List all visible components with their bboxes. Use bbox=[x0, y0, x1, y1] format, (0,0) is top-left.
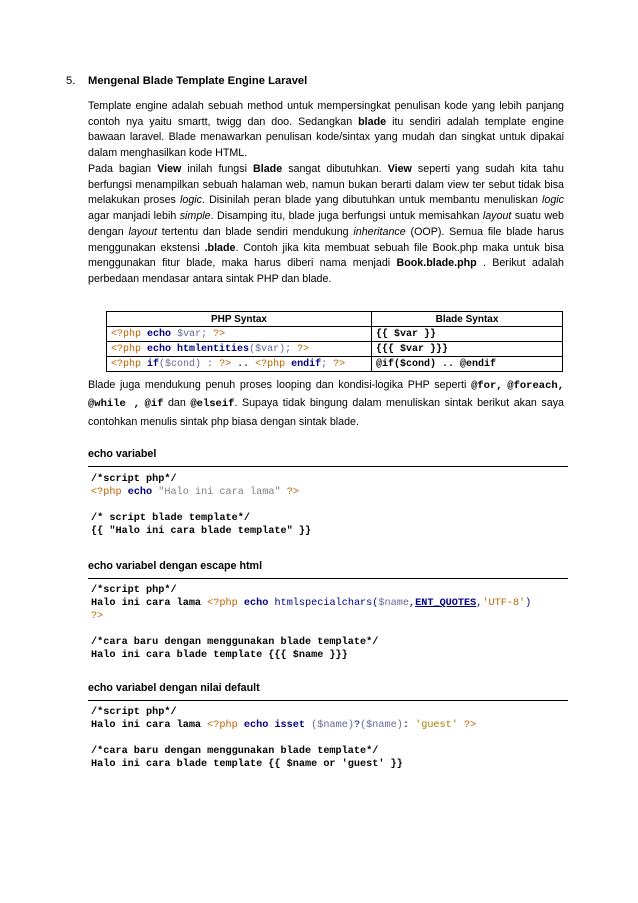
code-token: echo htmlentities bbox=[147, 343, 250, 355]
text-run: Template engine adalah sebuah method untuk mempersingkat penulisan kode yang lebih panjang contoh nya yaitu smartt, twigg dan doo. Sedangkan bbox=[88, 100, 564, 128]
section-title: Mengenal Blade Template Engine Laravel bbox=[88, 75, 308, 87]
section-divider bbox=[88, 700, 568, 701]
inline-code: @while , bbox=[88, 398, 140, 411]
code-token: echo bbox=[243, 598, 269, 609]
inline-code: @foreach, bbox=[507, 380, 564, 392]
code-token: , bbox=[408, 598, 416, 609]
table-cell-blade: {{{ $var }}} bbox=[372, 342, 563, 357]
code-block bbox=[91, 584, 531, 662]
code-token: ) bbox=[525, 598, 532, 609]
code-token: 'guest' bbox=[415, 720, 458, 731]
text-run: inilah fungsi bbox=[181, 163, 254, 175]
inline-code: @elseif bbox=[190, 398, 235, 411]
text-run: tertentu dan blade sendiri mendukung bbox=[157, 225, 354, 238]
italic-term: simple bbox=[179, 210, 211, 223]
bold-term: .blade bbox=[204, 241, 236, 254]
code-comment: /*cara baru dengan menggunakan blade template*/ bbox=[91, 637, 379, 648]
code-token: ?> bbox=[213, 328, 226, 340]
intro-paragraph-2 bbox=[88, 162, 564, 288]
code-token: ($name) bbox=[360, 720, 403, 731]
section-heading bbox=[66, 75, 307, 87]
code-token: <?php bbox=[207, 720, 238, 731]
text-run: agar manjadi lebih bbox=[88, 210, 180, 223]
table-header-php: PHP Syntax bbox=[107, 312, 372, 327]
italic-term: logic bbox=[180, 194, 202, 207]
code-section-title: echo variabel dengan nilai default bbox=[88, 682, 260, 694]
code-token: Halo ini cara lama bbox=[91, 598, 208, 609]
code-token: ($name) bbox=[311, 720, 354, 731]
italic-term: logic bbox=[542, 194, 564, 207]
table-header-row bbox=[107, 312, 563, 327]
text-run: dan bbox=[163, 397, 191, 410]
bold-term: Book.blade.php bbox=[396, 257, 477, 270]
section-number: 5. bbox=[66, 75, 76, 87]
table-cell-php bbox=[107, 342, 372, 357]
code-section-title: echo variabel dengan escape html bbox=[88, 560, 263, 572]
code-token: ($var); bbox=[249, 343, 292, 355]
section-divider bbox=[88, 578, 568, 579]
text-run: . Contoh jika kita membuat sebuah file Book.php maka untuk bisa menggunakan fitur blade, maka harus diberi nama menjadi bbox=[88, 241, 564, 270]
italic-term: layout bbox=[482, 210, 512, 223]
code-line: Halo ini cara blade template {{{ $name }}} bbox=[91, 650, 348, 661]
inline-code: @if bbox=[144, 398, 164, 411]
bold-term: View bbox=[387, 163, 412, 175]
table-row bbox=[107, 327, 563, 342]
table-cell-php bbox=[107, 357, 372, 372]
bold-term: Blade bbox=[253, 163, 283, 175]
code-token: echo isset bbox=[243, 720, 306, 731]
code-token: ; bbox=[321, 358, 328, 370]
code-token: <?php bbox=[207, 598, 238, 609]
code-token: Halo ini cara lama bbox=[91, 720, 208, 731]
code-token: .. bbox=[231, 358, 256, 370]
code-token: if bbox=[147, 358, 160, 370]
code-token: ($cond) : bbox=[159, 358, 220, 370]
text-run: . Berikut adalah perbedaan mendasar antara sintak PHP dan blade. bbox=[88, 257, 564, 285]
text-run: suatu web dengan bbox=[88, 210, 564, 238]
code-token: <?php bbox=[111, 358, 142, 370]
text-run: seperti yang sudah kita tahu berfungsi menampilkan sebuah halaman web, namun bukan berarti dalam view ter sebut tidak bisa melakukan proses bbox=[88, 163, 564, 207]
code-comment: /*cara baru dengan menggunakan blade template*/ bbox=[91, 746, 379, 757]
code-token: $name bbox=[378, 598, 409, 609]
table-cell-blade: @if($cond) .. @endif bbox=[372, 357, 563, 372]
code-token: 'UTF-8' bbox=[482, 598, 526, 609]
intro-paragraph-1 bbox=[88, 99, 564, 162]
code-token: ?> bbox=[219, 358, 232, 370]
table-header-blade: Blade Syntax bbox=[372, 312, 563, 327]
code-comment: /*script php*/ bbox=[91, 585, 177, 596]
text-run: itu sendiri adalah template engine bawaan laravel. Blade menawarkan penulisan kode/sintax yang mudah dan singkat untuk dipakai dalam menghasilkan kode HTML. bbox=[88, 115, 564, 160]
code-token: <?php bbox=[255, 358, 286, 370]
text-run: . Supaya tidak bingung dalam menuliskan sintak berikut akan saya contohkan menulis sintak php biasa dengan sintak blade. bbox=[88, 397, 564, 428]
text-run: . Disamping itu, blade juga berfungsi untuk memisahkan bbox=[210, 210, 483, 223]
table-cell-php bbox=[107, 327, 372, 342]
code-token: ENT_QUOTES bbox=[415, 598, 477, 609]
code-token: : bbox=[402, 720, 416, 731]
section-divider bbox=[88, 466, 568, 467]
code-token: ?> bbox=[297, 343, 310, 355]
after-table-paragraph bbox=[88, 377, 564, 431]
code-line: {{ "Halo ini cara blade template" }} bbox=[91, 526, 312, 537]
table-row bbox=[107, 357, 563, 372]
code-comment: /*script php*/ bbox=[91, 474, 177, 485]
syntax-comparison-table bbox=[106, 311, 563, 372]
italic-term: inheritance bbox=[353, 225, 406, 238]
code-line: Halo ini cara blade template {{ $name or 'guest' }} bbox=[91, 759, 403, 770]
bold-term: blade bbox=[358, 115, 387, 128]
code-token: echo bbox=[127, 487, 153, 498]
code-token: ? bbox=[353, 720, 361, 731]
code-token: ?> bbox=[333, 358, 346, 370]
text-run: sangat dibutuhkan. bbox=[282, 163, 388, 175]
code-section-title: echo variabel bbox=[88, 448, 157, 460]
code-token: , bbox=[476, 598, 483, 609]
code-token: $var; bbox=[177, 328, 208, 340]
bold-term: View bbox=[157, 163, 182, 175]
text-run: Pada bagian bbox=[88, 163, 158, 175]
code-block bbox=[91, 473, 311, 538]
code-token: htmlspecialchars( bbox=[274, 598, 379, 609]
table-row bbox=[107, 342, 563, 357]
code-token: "Halo ini cara lama" bbox=[158, 487, 281, 498]
code-block bbox=[91, 706, 476, 771]
code-token: <?php bbox=[111, 328, 142, 340]
inline-code: @for, bbox=[471, 380, 503, 392]
code-token: <?php bbox=[91, 487, 122, 498]
code-token: ?> bbox=[286, 487, 299, 498]
code-token: echo bbox=[147, 328, 172, 340]
text-run: (OOP). Semua file blade harus menggunakan ekstensi bbox=[88, 225, 564, 254]
italic-term: layout bbox=[128, 225, 157, 238]
code-token: ?> bbox=[91, 611, 104, 622]
code-token: ?> bbox=[464, 720, 477, 731]
text-run: Blade juga mendukung penuh proses looping dan kondisi-logika PHP seperti bbox=[88, 379, 472, 391]
code-token: <?php bbox=[111, 343, 142, 355]
table-cell-blade: {{ $var }} bbox=[372, 327, 563, 342]
code-comment: /* script blade template*/ bbox=[91, 513, 250, 524]
code-token: endif bbox=[291, 358, 322, 370]
code-comment: /*script php*/ bbox=[91, 707, 177, 718]
text-run: . Disinilah peran blade yang dibutuhkan untuk membantu menuliskan bbox=[201, 194, 543, 207]
